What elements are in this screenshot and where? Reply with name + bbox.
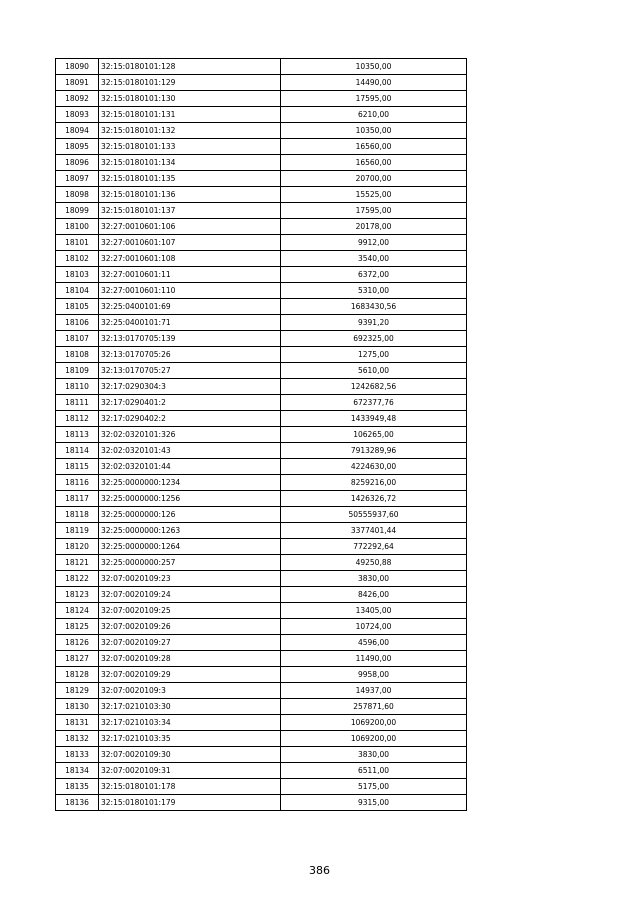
- cadastral-value-table: [55, 58, 467, 811]
- row-number-cell: 18092: [56, 91, 99, 107]
- cadastral-number-cell: 32:02:0320101:44: [99, 459, 281, 475]
- table-row: [56, 91, 467, 107]
- cadastral-number-cell: 32:07:0020109:23: [99, 571, 281, 587]
- table-row: [56, 235, 467, 251]
- row-number-cell: 18118: [56, 507, 99, 523]
- cadastral-value-cell: 4224630,00: [281, 459, 467, 475]
- table-row: [56, 731, 467, 747]
- row-number-cell: 18102: [56, 251, 99, 267]
- table-row: [56, 299, 467, 315]
- table-row: [56, 571, 467, 587]
- cadastral-value-cell: 9958,00: [281, 667, 467, 683]
- row-number-cell: 18096: [56, 155, 99, 171]
- cadastral-value-cell: 49250,88: [281, 555, 467, 571]
- table-row: [56, 715, 467, 731]
- row-number-cell: 18100: [56, 219, 99, 235]
- cadastral-number-cell: 32:15:0180101:131: [99, 107, 281, 123]
- table-row: [56, 747, 467, 763]
- table-row: [56, 555, 467, 571]
- table-row: [56, 443, 467, 459]
- table-row: [56, 411, 467, 427]
- cadastral-number-cell: 32:25:0400101:69: [99, 299, 281, 315]
- table-row: [56, 59, 467, 75]
- table-row: [56, 107, 467, 123]
- cadastral-number-cell: 32:27:0010601:110: [99, 283, 281, 299]
- cadastral-number-cell: 32:15:0180101:128: [99, 59, 281, 75]
- row-number-cell: 18093: [56, 107, 99, 123]
- table-row: [56, 379, 467, 395]
- row-number-cell: 18097: [56, 171, 99, 187]
- table-row: [56, 363, 467, 379]
- cadastral-value-cell: 20700,00: [281, 171, 467, 187]
- cadastral-value-cell: 106265,00: [281, 427, 467, 443]
- cadastral-number-cell: 32:25:0000000:126: [99, 507, 281, 523]
- row-number-cell: 18126: [56, 635, 99, 651]
- table-row: [56, 539, 467, 555]
- table-body: [56, 59, 467, 811]
- cadastral-value-cell: 10350,00: [281, 123, 467, 139]
- cadastral-value-cell: 3830,00: [281, 571, 467, 587]
- cadastral-value-cell: 9391,20: [281, 315, 467, 331]
- cadastral-value-cell: 1275,00: [281, 347, 467, 363]
- row-number-cell: 18115: [56, 459, 99, 475]
- row-number-cell: 18127: [56, 651, 99, 667]
- cadastral-number-cell: 32:15:0180101:134: [99, 155, 281, 171]
- row-number-cell: 18131: [56, 715, 99, 731]
- row-number-cell: 18112: [56, 411, 99, 427]
- row-number-cell: 18103: [56, 267, 99, 283]
- cadastral-value-cell: 3540,00: [281, 251, 467, 267]
- cadastral-value-cell: 692325,00: [281, 331, 467, 347]
- cadastral-value-cell: 13405,00: [281, 603, 467, 619]
- row-number-cell: 18132: [56, 731, 99, 747]
- cadastral-number-cell: 32:25:0000000:257: [99, 555, 281, 571]
- table-row: [56, 587, 467, 603]
- cadastral-number-cell: 32:27:0010601:11: [99, 267, 281, 283]
- row-number-cell: 18122: [56, 571, 99, 587]
- table-row: [56, 667, 467, 683]
- row-number-cell: 18095: [56, 139, 99, 155]
- cadastral-value-cell: 16560,00: [281, 139, 467, 155]
- table-row: [56, 507, 467, 523]
- cadastral-number-cell: 32:17:0290402:2: [99, 411, 281, 427]
- row-number-cell: 18099: [56, 203, 99, 219]
- cadastral-value-cell: 50555937,60: [281, 507, 467, 523]
- cadastral-number-cell: 32:15:0180101:178: [99, 779, 281, 795]
- row-number-cell: 18114: [56, 443, 99, 459]
- cadastral-number-cell: 32:17:0210103:30: [99, 699, 281, 715]
- cadastral-value-cell: 8426,00: [281, 587, 467, 603]
- table-row: [56, 75, 467, 91]
- cadastral-number-cell: 32:15:0180101:135: [99, 171, 281, 187]
- row-number-cell: 18128: [56, 667, 99, 683]
- cadastral-number-cell: 32:02:0320101:326: [99, 427, 281, 443]
- cadastral-number-cell: 32:25:0000000:1264: [99, 539, 281, 555]
- cadastral-number-cell: 32:27:0010601:107: [99, 235, 281, 251]
- cadastral-value-cell: 6372,00: [281, 267, 467, 283]
- cadastral-value-cell: 9912,00: [281, 235, 467, 251]
- cadastral-number-cell: 32:07:0020109:25: [99, 603, 281, 619]
- cadastral-number-cell: 32:17:0210103:34: [99, 715, 281, 731]
- table-row: [56, 699, 467, 715]
- row-number-cell: 18120: [56, 539, 99, 555]
- cadastral-number-cell: 32:15:0180101:132: [99, 123, 281, 139]
- table-row: [56, 203, 467, 219]
- cadastral-number-cell: 32:15:0180101:129: [99, 75, 281, 91]
- cadastral-value-cell: 17595,00: [281, 203, 467, 219]
- row-number-cell: 18135: [56, 779, 99, 795]
- cadastral-value-cell: 7913289,96: [281, 443, 467, 459]
- cadastral-value-cell: 16560,00: [281, 155, 467, 171]
- cadastral-value-cell: 11490,00: [281, 651, 467, 667]
- cadastral-value-cell: 1069200,00: [281, 731, 467, 747]
- row-number-cell: 18090: [56, 59, 99, 75]
- cadastral-number-cell: 32:25:0000000:1256: [99, 491, 281, 507]
- row-number-cell: 18125: [56, 619, 99, 635]
- row-number-cell: 18121: [56, 555, 99, 571]
- row-number-cell: 18133: [56, 747, 99, 763]
- row-number-cell: 18094: [56, 123, 99, 139]
- table-row: [56, 427, 467, 443]
- table-row: [56, 139, 467, 155]
- table-row: [56, 603, 467, 619]
- table-row: [56, 155, 467, 171]
- row-number-cell: 18105: [56, 299, 99, 315]
- row-number-cell: 18101: [56, 235, 99, 251]
- cadastral-value-cell: 8259216,00: [281, 475, 467, 491]
- row-number-cell: 18119: [56, 523, 99, 539]
- cadastral-number-cell: 32:15:0180101:130: [99, 91, 281, 107]
- cadastral-number-cell: 32:15:0180101:136: [99, 187, 281, 203]
- cadastral-value-cell: 1242682,56: [281, 379, 467, 395]
- cadastral-value-cell: 17595,00: [281, 91, 467, 107]
- cadastral-number-cell: 32:07:0020109:3: [99, 683, 281, 699]
- table-row: [56, 475, 467, 491]
- table-row: [56, 651, 467, 667]
- row-number-cell: 18130: [56, 699, 99, 715]
- row-number-cell: 18136: [56, 795, 99, 811]
- cadastral-value-cell: 14490,00: [281, 75, 467, 91]
- cadastral-number-cell: 32:17:0290401:2: [99, 395, 281, 411]
- cadastral-number-cell: 32:07:0020109:24: [99, 587, 281, 603]
- cadastral-value-cell: 9315,00: [281, 795, 467, 811]
- table-row: [56, 635, 467, 651]
- table-row: [56, 187, 467, 203]
- row-number-cell: 18117: [56, 491, 99, 507]
- cadastral-number-cell: 32:07:0020109:29: [99, 667, 281, 683]
- cadastral-value-cell: 3377401,44: [281, 523, 467, 539]
- row-number-cell: 18098: [56, 187, 99, 203]
- cadastral-number-cell: 32:07:0020109:28: [99, 651, 281, 667]
- cadastral-value-cell: 4596,00: [281, 635, 467, 651]
- cadastral-number-cell: 32:07:0020109:31: [99, 763, 281, 779]
- row-number-cell: 18113: [56, 427, 99, 443]
- cadastral-number-cell: 32:17:0210103:35: [99, 731, 281, 747]
- row-number-cell: 18116: [56, 475, 99, 491]
- page-number: 386: [309, 864, 330, 877]
- cadastral-value-cell: 1433949,48: [281, 411, 467, 427]
- cadastral-number-cell: 32:27:0010601:108: [99, 251, 281, 267]
- table-row: [56, 315, 467, 331]
- cadastral-number-cell: 32:02:0320101:43: [99, 443, 281, 459]
- row-number-cell: 18124: [56, 603, 99, 619]
- cadastral-number-cell: 32:17:0290304:3: [99, 379, 281, 395]
- cadastral-value-cell: 257871,60: [281, 699, 467, 715]
- table-row: [56, 459, 467, 475]
- table-row: [56, 763, 467, 779]
- table-row: [56, 619, 467, 635]
- cadastral-value-cell: 1426326,72: [281, 491, 467, 507]
- table-row: [56, 251, 467, 267]
- table-row: [56, 283, 467, 299]
- cadastral-number-cell: 32:15:0180101:179: [99, 795, 281, 811]
- row-number-cell: 18110: [56, 379, 99, 395]
- cadastral-value-cell: 5610,00: [281, 363, 467, 379]
- table-row: [56, 219, 467, 235]
- table-row: [56, 683, 467, 699]
- cadastral-value-cell: 10724,00: [281, 619, 467, 635]
- cadastral-value-cell: 14937,00: [281, 683, 467, 699]
- row-number-cell: 18129: [56, 683, 99, 699]
- row-number-cell: 18104: [56, 283, 99, 299]
- cadastral-number-cell: 32:27:0010601:106: [99, 219, 281, 235]
- cadastral-value-cell: 3830,00: [281, 747, 467, 763]
- table-row: [56, 171, 467, 187]
- cadastral-value-cell: 5175,00: [281, 779, 467, 795]
- cadastral-number-cell: 32:07:0020109:30: [99, 747, 281, 763]
- row-number-cell: 18111: [56, 395, 99, 411]
- cadastral-number-cell: 32:13:0170705:26: [99, 347, 281, 363]
- cadastral-number-cell: 32:13:0170705:27: [99, 363, 281, 379]
- cadastral-number-cell: 32:07:0020109:26: [99, 619, 281, 635]
- table-row: [56, 123, 467, 139]
- cadastral-number-cell: 32:25:0400101:71: [99, 315, 281, 331]
- table-row: [56, 795, 467, 811]
- cadastral-number-cell: 32:07:0020109:27: [99, 635, 281, 651]
- cadastral-value-cell: 20178,00: [281, 219, 467, 235]
- cadastral-value-cell: 5310,00: [281, 283, 467, 299]
- row-number-cell: 18106: [56, 315, 99, 331]
- cadastral-number-cell: 32:25:0000000:1234: [99, 475, 281, 491]
- cadastral-value-cell: 672377,76: [281, 395, 467, 411]
- table-row: [56, 395, 467, 411]
- cadastral-value-cell: 15525,00: [281, 187, 467, 203]
- cadastral-value-cell: 10350,00: [281, 59, 467, 75]
- table-row: [56, 523, 467, 539]
- table-row: [56, 347, 467, 363]
- table-row: [56, 331, 467, 347]
- row-number-cell: 18108: [56, 347, 99, 363]
- cadastral-value-cell: 772292,64: [281, 539, 467, 555]
- cadastral-value-cell: 6210,00: [281, 107, 467, 123]
- cadastral-number-cell: 32:25:0000000:1263: [99, 523, 281, 539]
- cadastral-value-cell: 1069200,00: [281, 715, 467, 731]
- row-number-cell: 18134: [56, 763, 99, 779]
- cadastral-value-cell: 6511,00: [281, 763, 467, 779]
- table-row: [56, 491, 467, 507]
- row-number-cell: 18123: [56, 587, 99, 603]
- cadastral-number-cell: 32:15:0180101:137: [99, 203, 281, 219]
- cadastral-number-cell: 32:13:0170705:139: [99, 331, 281, 347]
- table-row: [56, 267, 467, 283]
- row-number-cell: 18091: [56, 75, 99, 91]
- row-number-cell: 18107: [56, 331, 99, 347]
- row-number-cell: 18109: [56, 363, 99, 379]
- cadastral-number-cell: 32:15:0180101:133: [99, 139, 281, 155]
- table-row: [56, 779, 467, 795]
- cadastral-value-cell: 1683430,56: [281, 299, 467, 315]
